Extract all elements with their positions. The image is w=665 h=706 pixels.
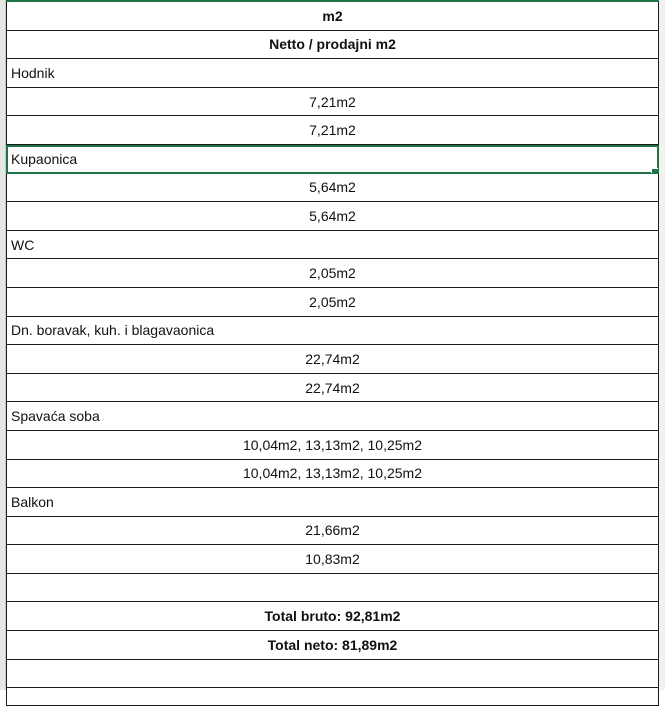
cell-grid [6, 2, 659, 706]
area-value: 7,21m2 [309, 93, 356, 110]
room-label: Balkon [11, 493, 54, 510]
header-cell-netto[interactable] [6, 31, 659, 60]
area-value-cell[interactable] [6, 374, 659, 403]
room-label-cell[interactable] [6, 59, 659, 88]
area-value-cell[interactable] [6, 345, 659, 374]
area-value-cell[interactable] [6, 431, 659, 460]
area-value: 5,64m2 [309, 179, 356, 196]
data-rows [6, 59, 659, 602]
area-value: 7,21m2 [309, 122, 356, 139]
area-value-cell[interactable] [6, 460, 659, 489]
area-value-cell[interactable] [6, 174, 659, 203]
header-title: m2 [322, 7, 343, 24]
room-label: Kupaonica [11, 150, 78, 167]
room-label: Hodnik [11, 64, 55, 81]
area-value-cell[interactable] [6, 288, 659, 317]
room-label-cell[interactable] [6, 231, 659, 260]
total-neto-cell[interactable] [6, 631, 659, 660]
total-bruto-text: Total bruto: 92,81m2 [264, 608, 401, 625]
area-value-cell[interactable] [6, 259, 659, 288]
total-neto-text: Total neto: 81,89m2 [267, 636, 398, 653]
room-label: Dn. boravak, kuh. i blagavaonica [11, 322, 215, 339]
empty-cell-bottom-2[interactable] [6, 688, 659, 706]
area-value-cell[interactable] [6, 545, 659, 574]
area-value: 21,66m2 [305, 522, 360, 539]
room-label-cell[interactable] [6, 402, 659, 431]
area-value: 10,04m2, 13,13m2, 10,25m2 [242, 436, 422, 453]
area-value: 2,05m2 [309, 293, 356, 310]
room-label-cell[interactable] [6, 317, 659, 346]
sheet-right-edge [659, 0, 665, 690]
room-label-cell[interactable] [6, 145, 659, 174]
area-value-cell[interactable] [6, 88, 659, 117]
total-bruto-cell[interactable] [6, 602, 659, 631]
area-value: 5,64m2 [309, 207, 356, 224]
room-label: Spavaća soba [11, 408, 100, 425]
room-label: WC [11, 236, 35, 253]
room-label-cell[interactable] [6, 488, 659, 517]
area-value: 22,74m2 [305, 379, 360, 396]
area-value: 10,04m2, 13,13m2, 10,25m2 [242, 465, 422, 482]
area-value: 22,74m2 [305, 350, 360, 367]
area-value: 2,05m2 [309, 265, 356, 282]
header-subtitle: Netto / prodajni m2 [269, 36, 396, 53]
area-value-cell[interactable] [6, 202, 659, 231]
area-value-cell[interactable] [6, 517, 659, 546]
area-value: 10,83m2 [305, 551, 360, 568]
empty-cell-bottom[interactable] [6, 660, 659, 689]
header-cell-m2[interactable] [6, 2, 659, 31]
empty-cell[interactable] [6, 574, 659, 603]
area-value-cell[interactable] [6, 116, 659, 145]
